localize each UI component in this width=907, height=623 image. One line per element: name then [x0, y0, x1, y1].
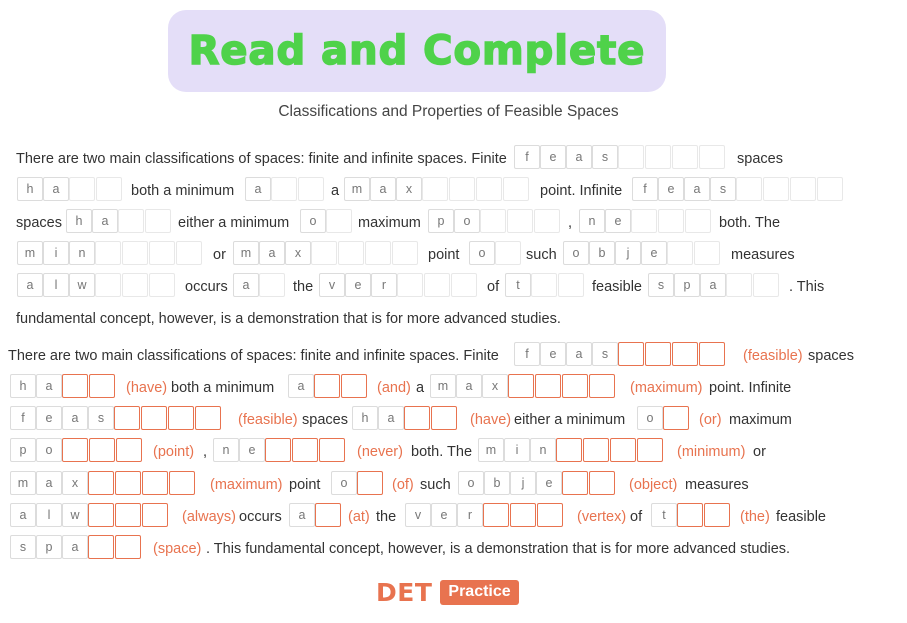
prefilled-letter: b — [589, 241, 615, 265]
letter-input-box — [677, 503, 703, 527]
passage-text: spaces — [302, 412, 348, 428]
letter-input-box[interactable] — [298, 177, 324, 201]
answer-word: (minimum) — [677, 444, 746, 460]
letter-input-box — [699, 342, 725, 366]
page-title: Read and Complete — [188, 28, 646, 74]
prefilled-letter: f — [632, 177, 658, 201]
prefilled-letter: p — [36, 535, 62, 559]
answer-word: (maximum) — [210, 477, 283, 493]
letter-input-box — [672, 342, 698, 366]
passage-text: the — [376, 509, 397, 525]
prefilled-letter: a — [370, 177, 396, 201]
letter-input-box — [314, 374, 340, 398]
question-line — [0, 273, 907, 301]
passage-text: maximum — [358, 215, 421, 231]
prefilled-letter: a — [700, 273, 726, 297]
passage-text: or — [753, 444, 766, 460]
prefilled-letter: s — [648, 273, 674, 297]
answer-word: (the) — [740, 509, 770, 525]
passage-text: such — [526, 247, 557, 263]
letter-input-box[interactable] — [645, 145, 671, 169]
letter-input-box — [704, 503, 730, 527]
letter-input-box — [89, 438, 115, 462]
prefilled-letter: l — [36, 503, 62, 527]
prefilled-letter: o — [469, 241, 495, 265]
prefilled-letter: r — [457, 503, 483, 527]
prefilled-letter: t — [505, 273, 531, 297]
passage-text: both a minimum — [131, 183, 235, 199]
prefilled-letter: a — [17, 273, 43, 297]
letter-input-box — [195, 406, 221, 430]
letter-input-box[interactable] — [672, 145, 698, 169]
letter-input-box[interactable] — [422, 177, 448, 201]
letter-input-box — [583, 438, 609, 462]
passage-text: point. Infinite — [709, 380, 792, 396]
prefilled-letter: p — [428, 209, 454, 233]
prefilled-letter: s — [10, 535, 36, 559]
answer-line — [0, 406, 907, 434]
letter-input-box — [265, 438, 291, 462]
prefilled-letter: m — [344, 177, 370, 201]
letter-input-box[interactable] — [449, 177, 475, 201]
passage-text: or — [213, 247, 226, 263]
logo-det-text: DET — [376, 577, 433, 607]
letter-input-box[interactable] — [397, 273, 423, 297]
answer-word: (have) — [470, 412, 512, 428]
question-line — [0, 177, 907, 205]
prefilled-letter: e — [536, 471, 562, 495]
prefilled-letter: a — [62, 535, 88, 559]
prefilled-letter: a — [259, 241, 285, 265]
answer-line — [0, 438, 907, 466]
passage-text: measures — [685, 477, 749, 493]
answer-word: (at) — [348, 509, 370, 525]
passage-text: the — [293, 279, 314, 295]
letter-input-box[interactable] — [95, 273, 121, 297]
prefilled-letter: m — [233, 241, 259, 265]
prefilled-letter: n — [530, 438, 556, 462]
letter-input-box — [168, 406, 194, 430]
answer-word: (or) — [699, 412, 722, 428]
prefilled-letter: a — [10, 503, 36, 527]
prefilled-letter: x — [396, 177, 422, 201]
prefilled-letter: a — [566, 342, 592, 366]
passage-text: both a minimum — [171, 380, 275, 396]
letter-input-box — [431, 406, 457, 430]
prefilled-letter: h — [66, 209, 92, 233]
prefilled-letter: o — [36, 438, 62, 462]
letter-input-box[interactable] — [424, 273, 450, 297]
logo-practice-badge: Practice — [440, 580, 518, 605]
passage-text: a — [331, 183, 340, 199]
prefilled-letter: o — [331, 471, 357, 495]
prefilled-letter: e — [36, 406, 62, 430]
passage-text: measures — [731, 247, 795, 263]
letter-input-box[interactable] — [145, 209, 171, 233]
prefilled-letter: j — [510, 471, 536, 495]
passage-text: , — [203, 444, 208, 460]
passage-text: occurs — [185, 279, 228, 295]
letter-input-box — [142, 471, 168, 495]
prefilled-letter: h — [352, 406, 378, 430]
letter-input-box — [508, 374, 534, 398]
prefilled-letter: w — [69, 273, 95, 297]
prefilled-letter: s — [592, 145, 618, 169]
letter-input-box[interactable] — [69, 177, 95, 201]
letter-input-box — [319, 438, 345, 462]
det-practice-logo — [376, 577, 519, 607]
passage-text: There are two main classifications of spaces: finite and infinite spaces. Finite — [16, 151, 507, 167]
prefilled-letter: o — [300, 209, 326, 233]
prefilled-letter: e — [431, 503, 457, 527]
letter-input-box[interactable] — [503, 177, 529, 201]
prefilled-letter: e — [641, 241, 667, 265]
answer-line — [0, 535, 907, 563]
answer-word: (feasible) — [743, 348, 803, 364]
letter-input-box — [62, 374, 88, 398]
letter-input-box — [292, 438, 318, 462]
answer-line — [0, 342, 907, 370]
prefilled-letter: s — [88, 406, 114, 430]
letter-input-box — [556, 438, 582, 462]
letter-input-box[interactable] — [122, 241, 148, 265]
prefilled-letter: p — [674, 273, 700, 297]
letter-input-box[interactable] — [271, 177, 297, 201]
passage-text: . This fundamental concept, however, is a demonstration that is for more advanced studies. — [206, 541, 791, 557]
letter-input-box[interactable] — [531, 273, 557, 297]
letter-input-box — [645, 342, 671, 366]
passage-text: either a minimum — [178, 215, 290, 231]
prefilled-letter: a — [92, 209, 118, 233]
letter-input-box — [62, 438, 88, 462]
letter-input-box[interactable] — [631, 209, 657, 233]
letter-input-box — [562, 471, 588, 495]
letter-input-box[interactable] — [667, 241, 693, 265]
letter-input-box[interactable] — [451, 273, 477, 297]
passage-text: of — [487, 279, 500, 295]
answer-word: (object) — [629, 477, 678, 493]
letter-input-box[interactable] — [618, 145, 644, 169]
letter-input-box[interactable] — [338, 241, 364, 265]
letter-input-box[interactable] — [790, 177, 816, 201]
letter-input-box — [637, 438, 663, 462]
letter-input-box[interactable] — [259, 273, 285, 297]
letter-input-box — [537, 503, 563, 527]
prefilled-letter: v — [405, 503, 431, 527]
letter-input-box[interactable] — [753, 273, 779, 297]
answer-word: (space) — [153, 541, 202, 557]
prefilled-letter: i — [43, 241, 69, 265]
passage-text: , — [568, 215, 573, 231]
answer-word: (of) — [392, 477, 414, 493]
prefilled-letter: x — [482, 374, 508, 398]
subtitle: Classifications and Properties of Feasible Spaces — [278, 103, 619, 120]
passage-text: spaces — [16, 215, 62, 231]
prefilled-letter: a — [289, 503, 315, 527]
letter-input-box[interactable] — [95, 241, 121, 265]
prefilled-letter: b — [484, 471, 510, 495]
letter-input-box — [88, 535, 114, 559]
prefilled-letter: e — [658, 177, 684, 201]
letter-input-box — [535, 374, 561, 398]
answer-word: (vertex) — [577, 509, 627, 525]
prefilled-letter: a — [378, 406, 404, 430]
letter-input-box[interactable] — [149, 241, 175, 265]
prefilled-letter: a — [43, 177, 69, 201]
letter-input-box[interactable] — [118, 209, 144, 233]
letter-input-box — [315, 503, 341, 527]
prefilled-letter: f — [514, 342, 540, 366]
question-line — [0, 145, 907, 173]
letter-input-box[interactable] — [122, 273, 148, 297]
letter-input-box — [663, 406, 689, 430]
prefilled-letter: e — [605, 209, 631, 233]
passage-text: spaces — [737, 151, 783, 167]
prefilled-letter: a — [233, 273, 259, 297]
prefilled-letter: v — [319, 273, 345, 297]
prefilled-letter: e — [540, 145, 566, 169]
letter-input-box — [169, 471, 195, 495]
prefilled-letter: s — [592, 342, 618, 366]
letter-input-box — [610, 438, 636, 462]
passage-text: such — [420, 477, 451, 493]
letter-input-box[interactable] — [763, 177, 789, 201]
letter-input-box[interactable] — [558, 273, 584, 297]
passage-text: both. The — [719, 215, 781, 231]
passage-text: There are two main classifications of spaces: finite and infinite spaces. Finite — [8, 348, 499, 364]
letter-input-box[interactable] — [311, 241, 337, 265]
prefilled-letter: i — [504, 438, 530, 462]
passage-text: . This — [789, 279, 825, 295]
prefilled-letter: n — [213, 438, 239, 462]
prefilled-letter: w — [62, 503, 88, 527]
header-banner — [168, 10, 666, 92]
passage-text: point. Infinite — [540, 183, 623, 199]
passage-text: point — [428, 247, 460, 263]
prefilled-letter: n — [579, 209, 605, 233]
letter-input-box[interactable] — [685, 209, 711, 233]
prefilled-letter: a — [684, 177, 710, 201]
question-line — [0, 305, 907, 333]
prefilled-letter: m — [10, 471, 36, 495]
prefilled-letter: a — [566, 145, 592, 169]
answer-line — [0, 503, 907, 531]
prefilled-letter: f — [10, 406, 36, 430]
prefilled-letter: h — [17, 177, 43, 201]
letter-input-box — [589, 471, 615, 495]
letter-input-box[interactable] — [694, 241, 720, 265]
letter-input-box[interactable] — [817, 177, 843, 201]
prefilled-letter: n — [69, 241, 95, 265]
letter-input-box[interactable] — [96, 177, 122, 201]
letter-input-box[interactable] — [480, 209, 506, 233]
answer-word: (feasible) — [238, 412, 298, 428]
answer-word: (and) — [377, 380, 411, 396]
passage-text: of — [630, 509, 643, 525]
passage-text: maximum — [729, 412, 792, 428]
letter-input-box[interactable] — [507, 209, 533, 233]
question-line — [0, 241, 907, 269]
prefilled-letter: m — [430, 374, 456, 398]
letter-input-box — [341, 374, 367, 398]
passage-text: a — [416, 380, 425, 396]
prefilled-letter: t — [651, 503, 677, 527]
prefilled-letter: a — [288, 374, 314, 398]
prefilled-letter: j — [615, 241, 641, 265]
letter-input-box — [141, 406, 167, 430]
letter-input-box — [88, 503, 114, 527]
prefilled-letter: r — [371, 273, 397, 297]
question-line — [0, 209, 907, 237]
prefilled-letter: a — [456, 374, 482, 398]
prefilled-letter: o — [458, 471, 484, 495]
letter-input-box — [483, 503, 509, 527]
prefilled-letter: l — [43, 273, 69, 297]
prefilled-letter: h — [10, 374, 36, 398]
answer-line — [0, 374, 907, 402]
passage-text: feasible — [776, 509, 826, 525]
letter-input-box[interactable] — [326, 209, 352, 233]
letter-input-box — [589, 374, 615, 398]
passage-text: both. The — [411, 444, 473, 460]
answer-word: (have) — [126, 380, 168, 396]
letter-input-box — [114, 406, 140, 430]
letter-input-box — [510, 503, 536, 527]
prefilled-letter: e — [345, 273, 371, 297]
letter-input-box[interactable] — [495, 241, 521, 265]
letter-input-box — [404, 406, 430, 430]
passage-text: either a minimum — [514, 412, 626, 428]
letter-input-box — [562, 374, 588, 398]
prefilled-letter: s — [710, 177, 736, 201]
prefilled-letter: x — [62, 471, 88, 495]
prefilled-letter: o — [563, 241, 589, 265]
letter-input-box[interactable] — [658, 209, 684, 233]
letter-input-box — [357, 471, 383, 495]
prefilled-letter: o — [454, 209, 480, 233]
prefilled-letter: p — [10, 438, 36, 462]
letter-input-box[interactable] — [149, 273, 175, 297]
prefilled-letter: o — [637, 406, 663, 430]
answer-word: (never) — [357, 444, 403, 460]
prefilled-letter: m — [17, 241, 43, 265]
answer-word: (maximum) — [630, 380, 703, 396]
passage-text: spaces — [808, 348, 854, 364]
answer-word: (point) — [153, 444, 195, 460]
letter-input-box — [115, 471, 141, 495]
letter-input-box[interactable] — [392, 241, 418, 265]
letter-input-box[interactable] — [365, 241, 391, 265]
passage-text: point — [289, 477, 321, 493]
letter-input-box[interactable] — [176, 241, 202, 265]
letter-input-box — [115, 535, 141, 559]
prefilled-letter: a — [36, 471, 62, 495]
letter-input-box[interactable] — [534, 209, 560, 233]
letter-input-box[interactable] — [699, 145, 725, 169]
passage-text: occurs — [239, 509, 282, 525]
prefilled-letter: e — [540, 342, 566, 366]
prefilled-letter: a — [245, 177, 271, 201]
prefilled-letter: e — [239, 438, 265, 462]
answer-line — [0, 471, 907, 499]
answer-word: (always) — [182, 509, 236, 525]
letter-input-box — [115, 503, 141, 527]
letter-input-box — [618, 342, 644, 366]
prefilled-letter: f — [514, 145, 540, 169]
passage-text: feasible — [592, 279, 642, 295]
prefilled-letter: a — [36, 374, 62, 398]
letter-input-box[interactable] — [726, 273, 752, 297]
prefilled-letter: m — [478, 438, 504, 462]
prefilled-letter: a — [62, 406, 88, 430]
passage-text: fundamental concept, however, is a demonstration that is for more advanced studies. — [16, 311, 561, 327]
letter-input-box — [88, 471, 114, 495]
letter-input-box[interactable] — [476, 177, 502, 201]
letter-input-box[interactable] — [736, 177, 762, 201]
letter-input-box — [116, 438, 142, 462]
letter-input-box — [142, 503, 168, 527]
letter-input-box — [89, 374, 115, 398]
prefilled-letter: x — [285, 241, 311, 265]
